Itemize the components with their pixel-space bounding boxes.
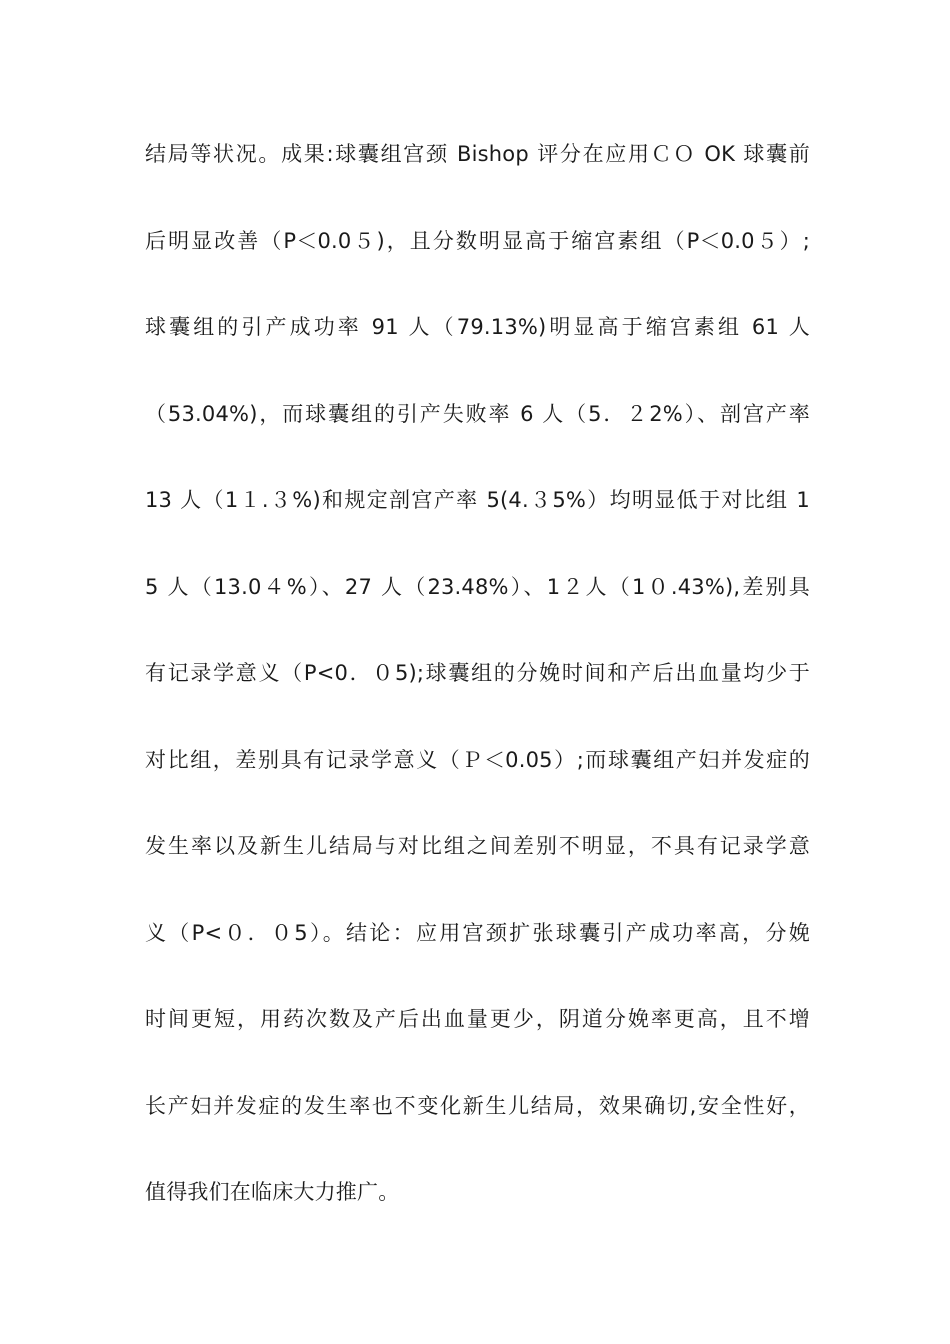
text-line: 5 人（13.0４%）、27 人（23.48%）、1２人（1０.43%),差别具 [145,574,810,599]
text-line: 球囊组的引产成功率 91 人（79.13%)明显高于缩宫素组 61 人 [145,315,810,339]
text-line: 对比组，差别具有记录学意义（Ｐ＜0.05）;而球囊组产妇并发症的 [145,747,810,772]
text-line: 后明显改善（P＜0.0５)，且分数明显高于缩宫素组（P＜0.0５）; [145,228,810,253]
text-line: 有记录学意义（P<0．０5);球囊组的分娩时间和产后出血量均少于 [145,661,810,685]
text-line: 13 人（1１.３%)和规定剖宫产率 5(4.３5%）均明显低于对比组 1 [145,488,810,512]
text-line: 时间更短，用药次数及产后出血量更少，阴道分娩率更高，且不增 [145,1007,810,1031]
text-line: 义（P<０．０5）。结论：应用宫颈扩张球囊引产成功率高，分娩 [145,920,810,945]
text-line: （53.04%)，而球囊组的引产失败率 6 人（5．２2%）、剖宫产率 [145,401,810,426]
text-line: 发生率以及新生儿结局与对比组之间差别不明显，不具有记录学意 [145,834,810,858]
text-line-last: 值得我们在临床大力推广。 [145,1180,400,1204]
text-line: 结局等状况。成果:球囊组宫颈 Bishop 评分在应用ＣＯ OK 球囊前 [145,142,810,166]
body-paragraph [145,128,810,1253]
text-line: 长产妇并发症的发生率也不变化新生儿结局，效果确切,安全性好， [145,1093,810,1118]
